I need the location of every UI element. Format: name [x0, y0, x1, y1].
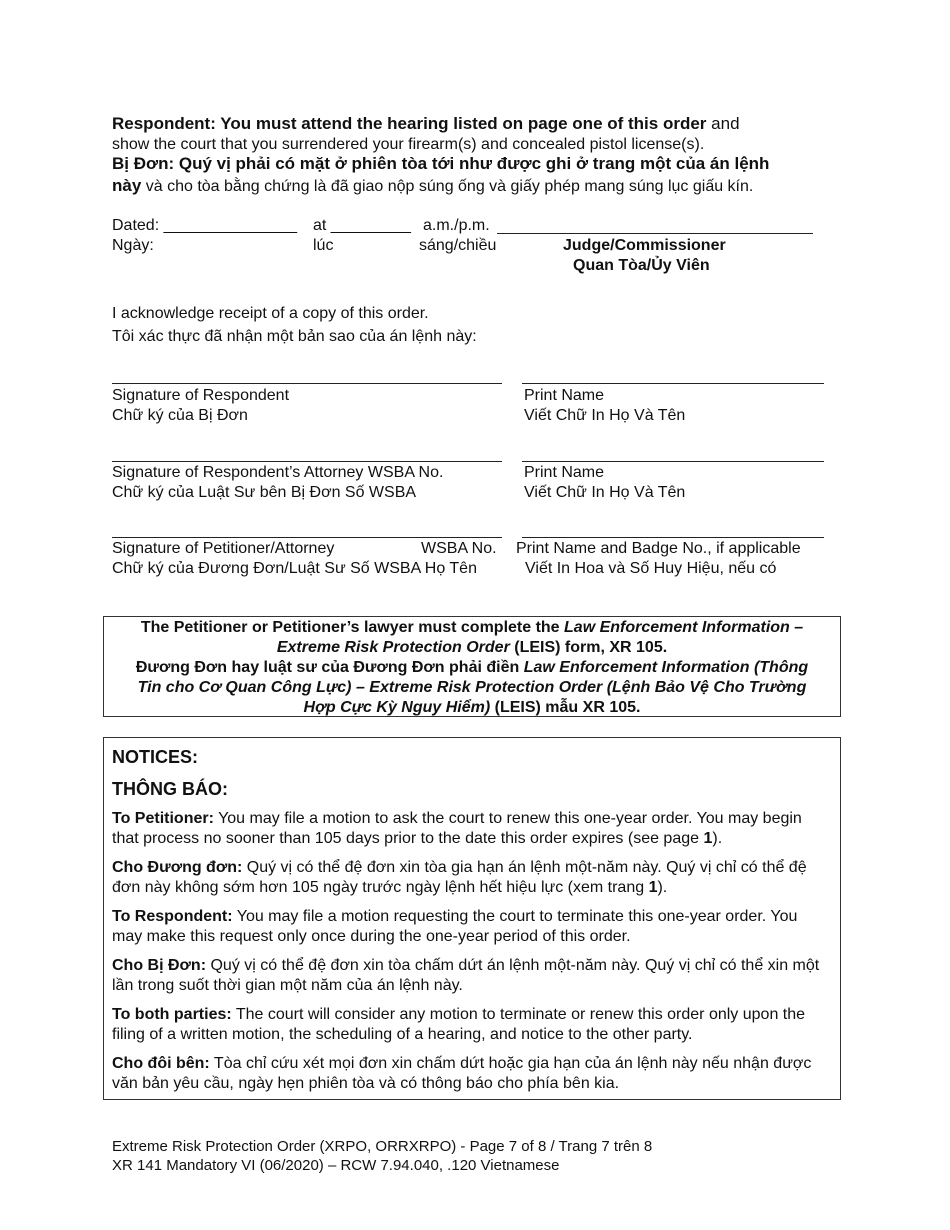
intro-en-bold: Respondent: You must attend the hearing listed on page one of this order [112, 114, 707, 133]
intro-en-rest: and [711, 114, 740, 133]
footer-line-1: Extreme Risk Protection Order (XRPO, ORRXRPO) - Page 7 of 8 / Trang 7 trên 8 [112, 1138, 653, 1155]
leis-line-3 [104, 658, 840, 678]
print2-vi: Viết Chữ In Họ Và Tên [524, 484, 686, 501]
atty-sig-en: Signature of Respondent’s Attorney WSBA No. [112, 464, 444, 481]
intro-line-1 [112, 114, 740, 134]
leis-l5-i: Hợp Cực Kỳ Nguy Hiểm) [303, 699, 491, 716]
resp-sig-en: Signature of Respondent [112, 387, 290, 404]
at-label: at _________ [313, 217, 411, 234]
notice-text: Quý vị có thể đệ đơn xin tòa gia hạn án lệnh một-năm này. Quý vị chỉ có thể đệ đơn này không sớm hơn 105 ngày trước ngày lệnh hết hiệu lực (xem trang [112, 859, 807, 896]
leis-line-4: Tin cho Cơ Quan Công Lực) – Extreme Risk Protection Order (Lệnh Bảo Vệ Cho Trường [137, 679, 807, 696]
ack-en: I acknowledge receipt of a copy of this order. [112, 305, 429, 322]
leis-text [104, 618, 840, 718]
leis-l2-i: Extreme Risk Protection Order [276, 639, 510, 656]
ampm-label: a.m./p.m. [423, 217, 490, 234]
notice-label: Cho Đương đơn: [112, 859, 243, 876]
pet-sig-vi: Chữ ký của Đương Đơn/Luật Sư Số WSBA Họ Tên [112, 560, 477, 577]
leis-line-1 [104, 618, 840, 638]
notice-label: To Petitioner: [112, 810, 214, 827]
print-name-line-1[interactable] [522, 383, 824, 384]
print-name-line-2[interactable] [522, 461, 824, 462]
intro-vi-bold-line-1: Bị Đơn: Quý vị phải có mặt ở phiên tòa tới như được ghi ở trang một của án lệnh [112, 154, 770, 173]
print3-vi: Viết In Hoa và Số Huy Hiệu, nếu có [525, 560, 777, 577]
pet-wsba: WSBA No. [421, 540, 497, 557]
notice-to-respondent [112, 907, 832, 947]
leis-l3-a: Đương Đơn hay luật sư của Đương Đơn phải điền [135, 659, 524, 676]
leis-l1-i: Law Enforcement Information – [564, 619, 804, 636]
notice-end: ). [657, 879, 668, 896]
leis-notice-box [103, 616, 841, 717]
notice-to-petitioner [112, 809, 832, 849]
leis-l2-b: (LEIS) form, XR 105. [509, 639, 668, 656]
notice-cho-bi-don [112, 956, 832, 996]
notice-end: ). [712, 830, 723, 847]
print3-en: Print Name and Badge No., if applicable [516, 540, 801, 557]
judge-label-vi: Quan Tòa/Ủy Viên [573, 257, 710, 274]
notice-to-both-parties [112, 1005, 832, 1045]
intro-vi-rest: và cho tòa bằng chứng là đã giao nộp súng ống và giấy phép mang súng lục giấu kín. [145, 178, 754, 195]
ack-vi: Tôi xác thực đã nhận một bản sao của án lệnh này: [112, 328, 477, 345]
judge-signature-line[interactable] [497, 233, 813, 234]
notice-page-ref: 1 [648, 879, 658, 896]
notice-label: Cho đôi bên: [112, 1055, 210, 1072]
footer-line-2: XR 141 Mandatory VI (06/2020) – RCW 7.94.040, .120 Vietnamese [112, 1157, 560, 1174]
notice-label: To both parties: [112, 1006, 232, 1023]
leis-l5-b: (LEIS) mẫu XR 105. [490, 699, 641, 716]
petitioner-signature-line[interactable] [112, 537, 502, 538]
judge-label-en: Judge/Commissioner [563, 237, 726, 254]
luc-label: lúc [313, 237, 334, 254]
notice-text: You may file a motion requesting the court to terminate this one-year order. You may make this request only once during the one-year period of this order. [112, 908, 798, 945]
leis-l3-i: Law Enforcement Information (Thông [523, 659, 809, 676]
ngay-label: Ngày: [112, 237, 154, 254]
print2-en: Print Name [524, 464, 605, 481]
notice-cho-duong-don [112, 858, 832, 898]
pet-sig-en: Signature of Petitioner/Attorney [112, 540, 335, 557]
sang-chieu-label: sáng/chiều [419, 237, 497, 254]
intro-vi-bold-line-2: này [112, 176, 142, 195]
resp-sig-vi: Chữ ký của Bị Đơn [112, 407, 248, 424]
notice-page-ref: 1 [703, 830, 713, 847]
dated-label: Dated: _______________ [112, 217, 298, 234]
print1-vi: Viết Chữ In Họ Và Tên [524, 407, 686, 424]
intro-vi-line-2 [112, 176, 753, 197]
notice-text: You may file a motion to ask the court to renew this one-year order. You may begin that process no sooner than 105 days prior to the date this order expires (see page [112, 810, 802, 847]
print-name-line-3[interactable] [522, 537, 824, 538]
notice-text: The court will consider any motion to terminate or renew this order only upon the filing of a written motion, the scheduling of a hearing, and notice to the other party. [112, 1006, 806, 1043]
leis-l1-a: The Petitioner or Petitioner’s lawyer must complete the [140, 619, 565, 636]
notices-box [103, 737, 841, 1100]
leis-line-2 [104, 638, 840, 658]
notice-text: Quý vị có thể đệ đơn xin tòa chấm dứt án lệnh một-năm này. Quý vị chỉ có thể xin một lần trong suốt thời gian một năm của án lệnh này. [112, 957, 820, 994]
respondent-signature-line[interactable] [112, 383, 502, 384]
attorney-signature-line[interactable] [112, 461, 502, 462]
notice-label: Cho Bị Đơn: [112, 957, 207, 974]
leis-line-5 [104, 698, 840, 718]
notice-cho-doi-ben [112, 1054, 832, 1094]
notice-label: To Respondent: [112, 908, 233, 925]
atty-sig-vi: Chữ ký của Luật Sư bên Bị Đơn Số WSBA [112, 484, 417, 501]
notices-title-en: NOTICES: [112, 747, 199, 767]
notices-title-vi: THÔNG BÁO: [112, 779, 228, 799]
print1-en: Print Name [524, 387, 605, 404]
notice-text: Tòa chỉ cứu xét mọi đơn xin chấm dứt hoặc gia hạn của án lệnh này nếu nhận được văn bản yêu cầu, ngày hẹn phiên tòa và có thông báo cho phía bên kia. [112, 1055, 812, 1092]
intro-en-line-2: show the court that you surrendered your firearm(s) and concealed pistol license(s). [112, 136, 705, 153]
